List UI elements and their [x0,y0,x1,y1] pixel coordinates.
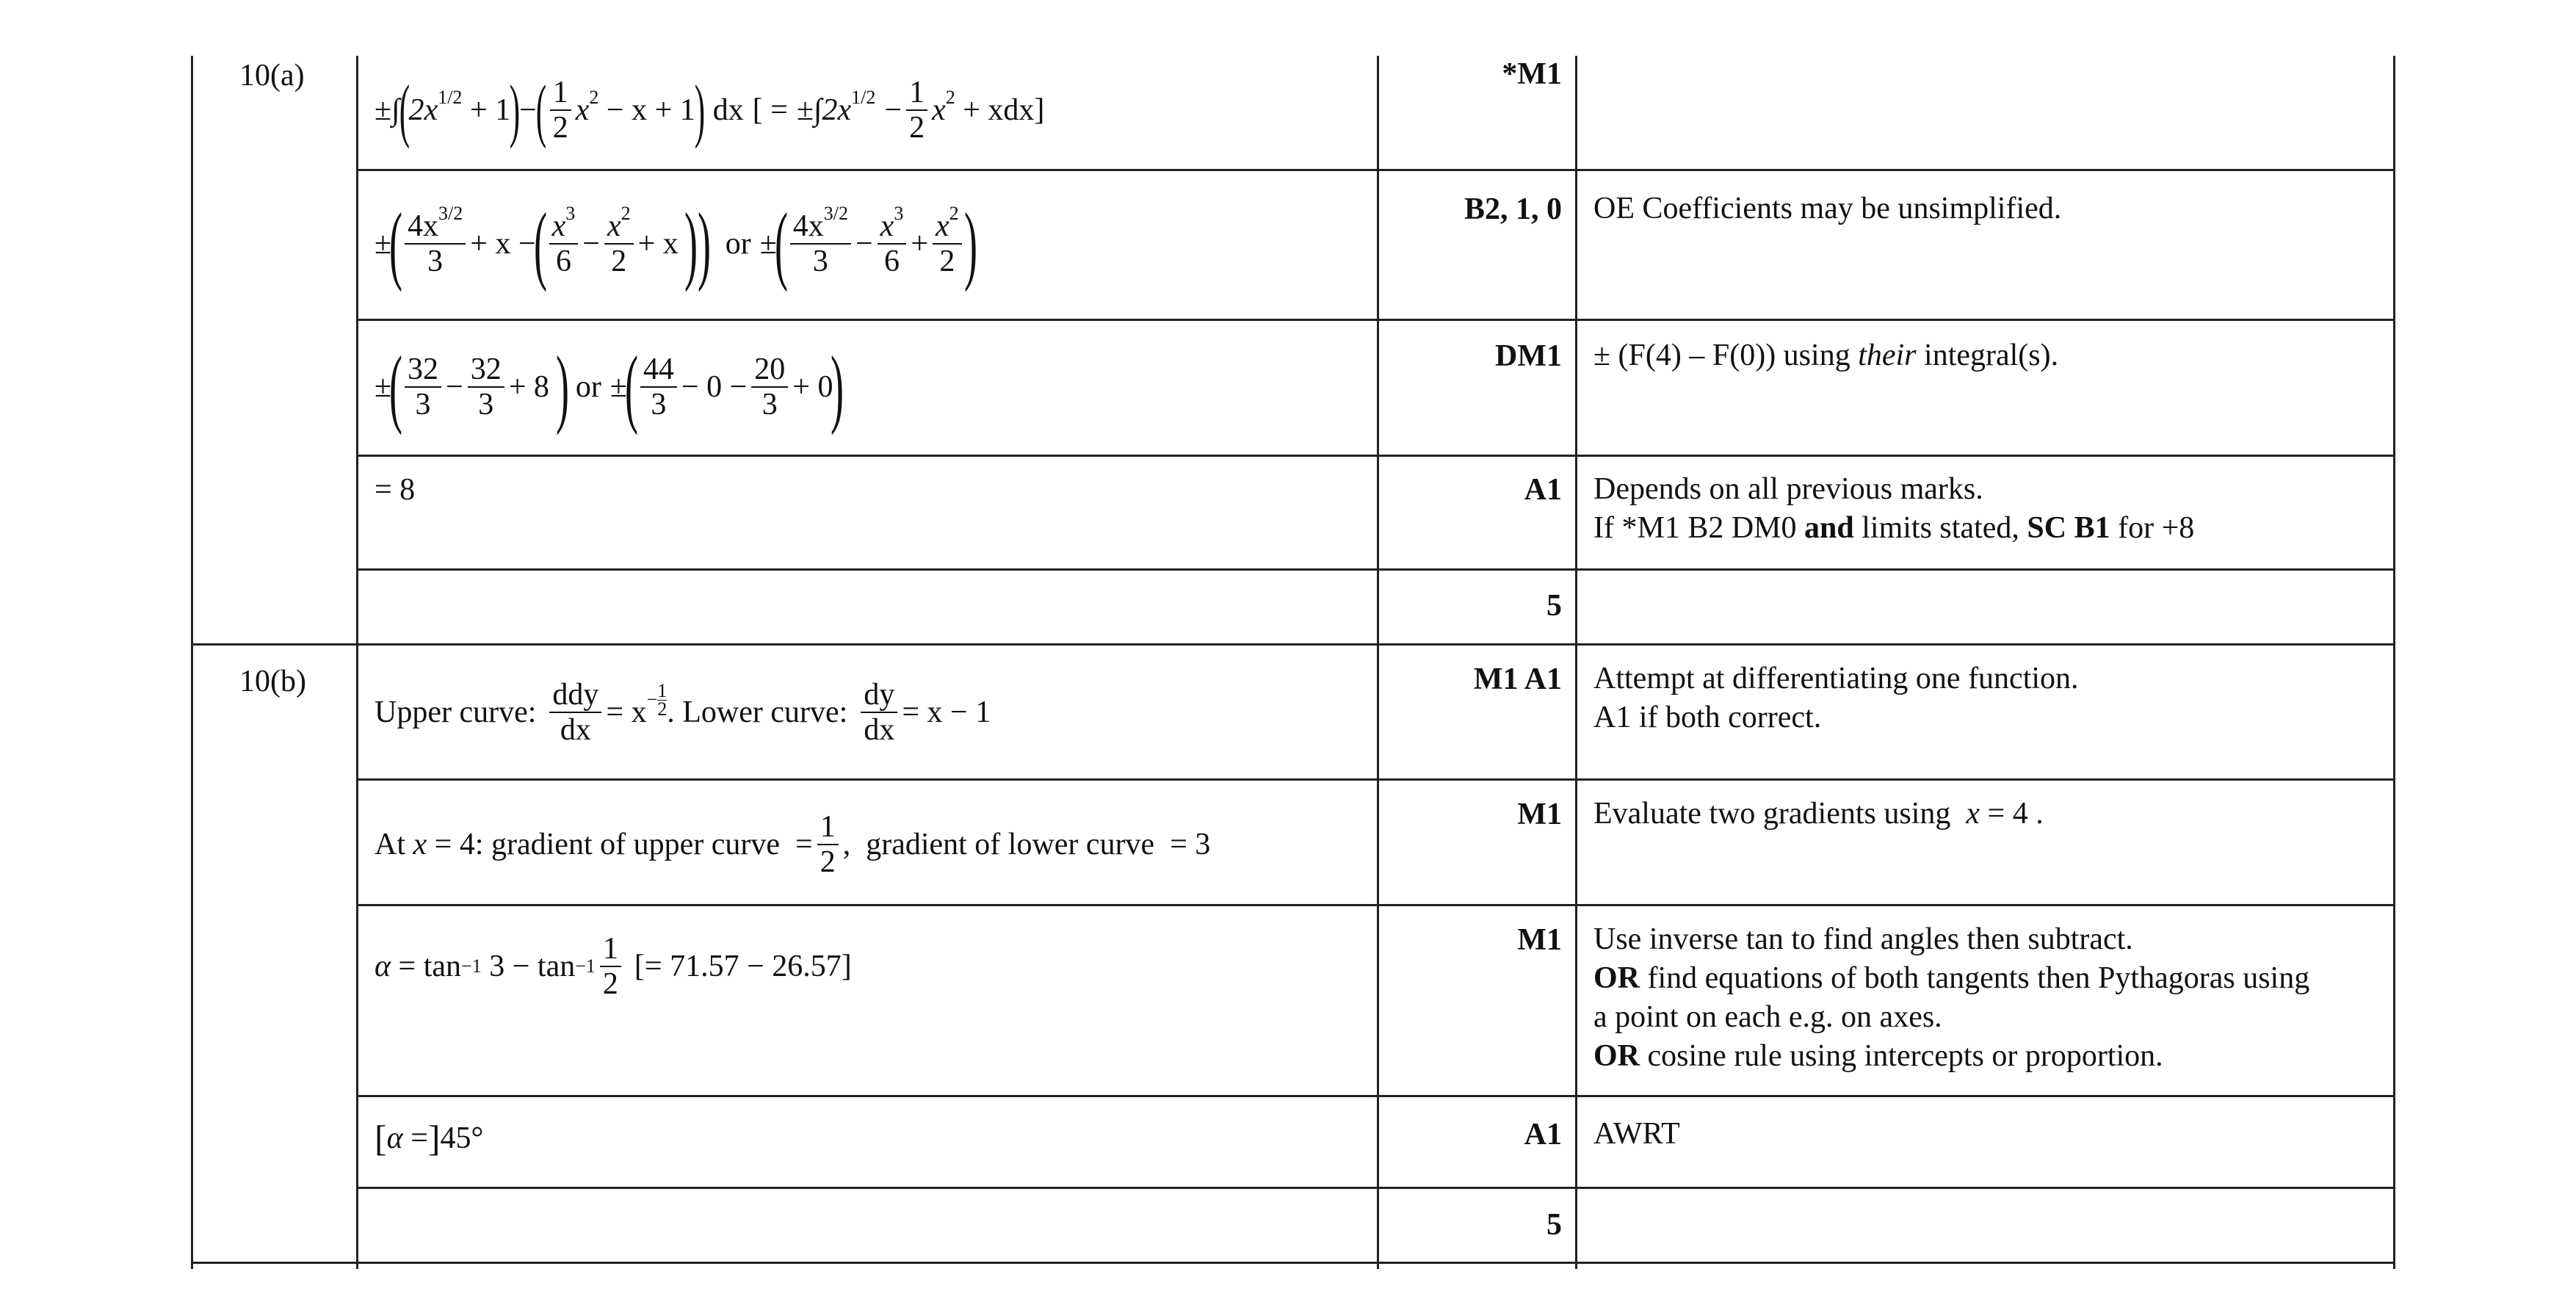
table-bottom-border [191,1262,2395,1264]
answer-10b-row4: [ α = ] 45° [375,1118,484,1159]
fraction: $\frac{1}{2}$ [600,932,621,1001]
guidance-10a-row4: Depends on all previous marks. If *M1 B2 DM0 and limits stated, SC B1 for +8 [1593,472,2195,545]
total-mark-10a: 5 [1546,589,1562,623]
row-divider [356,1095,2395,1097]
mark-10b-row2: M1 [1517,798,1562,831]
mark-10a-row3: DM1 [1495,339,1562,373]
question-divider [191,643,2395,646]
fraction: $\frac{20}{3}$ [751,352,788,422]
mark-10b-row4: A1 [1524,1118,1562,1152]
row-divider [356,319,2395,321]
mark-10a-row1: *M1 [1502,57,1562,91]
table-right-border [2393,56,2395,1269]
answer-10a-row2: ± ( $\frac{4x^{3/2}}{3}$ + x − ( $\frac{x^3}{6}$ − $\frac{x^2}{2}$ + x )) or ± ( $\frac{4x^{3/2}}{3}$ − $\frac{x^3}{6}$ + $\frac{x^2}{2}$ ) [375,195,977,292]
fraction: $\frac{x^2}{2}$ [604,209,634,278]
question-label-10a: 10(a) [239,59,305,93]
column-divider-answer [356,56,358,1269]
row-divider [356,1187,2395,1189]
guidance-10b-row1: Attempt at differentiating one function. A1 if both correct. [1593,662,2079,734]
row-divider [356,778,2395,781]
fraction: $\frac{\text{ddy}}{dx}$ [549,678,601,747]
guidance-10b-row4: AWRT [1593,1117,1680,1151]
answer-10a-row1: ± ∫ ( $2x^{1/2}$ + 1 ) − ( $\frac{1}{2}$ $x^2$ − x + 1 ) dx [ = ± ∫ $2x^{1/2}$ − $\frac{1}{2}$ $x^2$ + xdx] [375,70,1045,149]
fraction: $\frac{44}{3}$ [640,352,677,422]
answer-10b-row1: Upper curve: $\frac{\text{ddy}}{dx}$ = x − $\frac{1}{2}$ . Lower curve: $\frac{dy}{dx}$ = x − 1 [375,678,991,747]
row-divider [356,169,2395,171]
row-divider [356,904,2395,906]
mark-10a-row4: A1 [1524,473,1562,507]
question-label-10b: 10(b) [239,665,306,698]
answer-10b-row3: α = tan −1 3 − tan −1 $\frac{1}{2}$ [= 71.57 − 26.57] [375,932,852,1001]
fraction: $\frac{4x^{3/2}}{3}$ [405,209,466,278]
fraction: $\frac{1}{2}$ [906,76,927,145]
fraction: $\frac{32}{3}$ [405,352,441,422]
mark-10b-row1: M1 A1 [1473,662,1562,696]
guidance-10a-row3: ± (F(4) – F(0)) using their integral(s). [1593,339,2059,372]
guidance-10b-row3: Use inverse tan to find angles then subtract. OR find equations of both tangents then Pythagoras using a point on each e.g. on axes. OR cosine rule using intercepts or proportion. [1593,922,2310,1073]
fraction: $\frac{32}{3}$ [468,352,504,422]
table-left-border [191,56,193,1269]
answer-10a-row4: = 8 [375,473,416,507]
column-divider-guidance [1575,56,1577,1269]
fraction: $\frac{1}{2}$ [550,76,571,145]
fraction: $\frac{dy}{dx}$ [861,678,897,747]
mark-10a-row2: B2, 1, 0 [1464,192,1562,226]
fraction: $\frac{x^3}{6}$ [549,209,579,278]
fraction: $\frac{x^2}{2}$ [933,209,962,278]
answer-10b-row2: At x = 4: gradient of upper curve = $\frac{1}{2}$ , gradient of lower curve = 3 [375,810,1211,879]
fraction: $\frac{4x^{3/2}}{3}$ [790,209,851,278]
fraction: $\frac{x^3}{6}$ [878,209,907,278]
total-mark-10b: 5 [1546,1208,1562,1242]
mark-10b-row3: M1 [1517,923,1562,957]
column-divider-marks [1377,56,1379,1269]
row-divider [356,455,2395,457]
fraction: $\frac{1}{2}$ [817,810,839,879]
row-divider [356,568,2395,571]
guidance-10b-row2: Evaluate two gradients using x = 4 . [1593,797,2044,831]
guidance-10a-row2: OE Coefficients may be unsimplified. [1593,192,2062,225]
answer-10a-row3: ± ( $\frac{32}{3}$ − $\frac{32}{3}$ + 8 ) or ± ( $\frac{44}{3}$ − 0 − $\frac{20}{3}$ + 0 ) [375,338,844,435]
